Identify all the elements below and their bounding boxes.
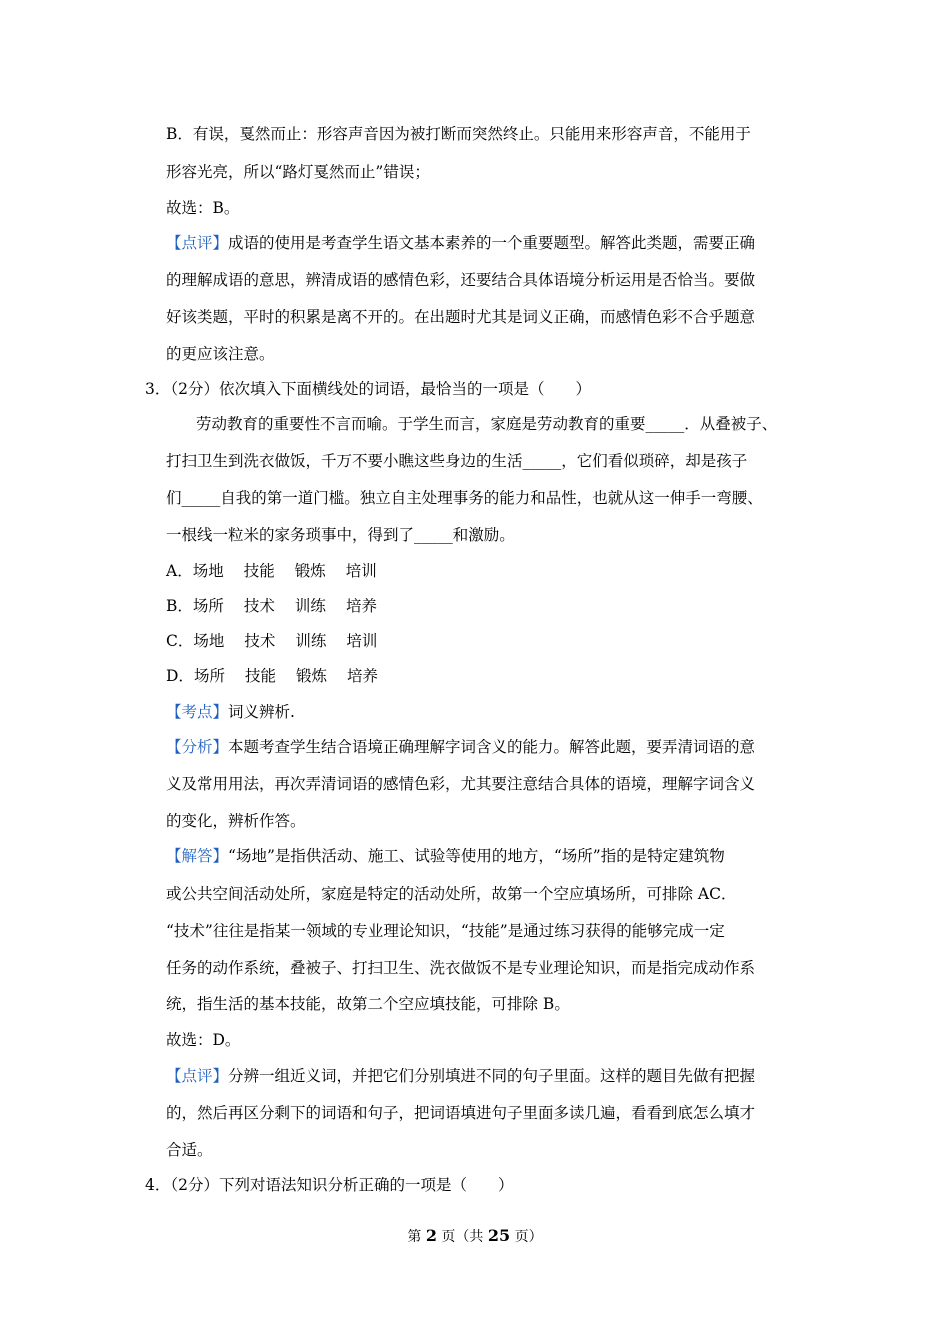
analysis-text: 本题考查学生结合语境正确理解字词含义的能力。解答此题，要弄清词语的意 — [228, 738, 756, 756]
q3-analysis-line-1 — [166, 737, 755, 757]
option-word: 培训 — [345, 562, 377, 580]
option-label: B． — [166, 597, 193, 615]
q3-point — [166, 702, 295, 722]
point-tag: 【考点】 — [166, 703, 229, 721]
q3-passage-line-1: 劳动教育的重要性不言而喻。于学生而言，家庭是劳动教育的重要_____．从叠被子、 — [196, 415, 778, 433]
q3-passage-line-2: 打扫卫生到洗衣做饭，千万不要小瞧这些身边的生活_____，它们看似琐碎，却是孩子 — [166, 452, 748, 470]
q3-option-b — [166, 596, 377, 616]
q3-stem: 3．（2分）依次填入下面横线处的词语，最恰当的一项是（ ） — [145, 380, 591, 398]
q2-choice: 故选：B。 — [166, 199, 240, 217]
comment-tag: 【点评】 — [166, 234, 229, 252]
option-word: 技能 — [244, 667, 276, 685]
answer-text: “场地”是指供活动、施工、试验等使用的地方，“场所”指的是特定建筑物 — [228, 847, 725, 865]
option-word: 技术 — [244, 632, 276, 650]
option-label: A． — [166, 562, 193, 580]
footer-mid: 页（共 — [436, 1229, 488, 1245]
option-word: 场所 — [192, 597, 224, 615]
q3-option-a — [166, 561, 377, 581]
option-word: 场地 — [192, 562, 224, 580]
q3-choice: 故选：D。 — [166, 1031, 241, 1049]
option-word: 技能 — [243, 562, 275, 580]
q3-answer-line-4: 任务的动作系统，叠被子、打扫卫生、洗衣做饭不是专业理论知识，而是指完成动作系 — [166, 959, 756, 977]
option-label: D． — [166, 667, 194, 685]
comment-tag: 【点评】 — [166, 1067, 229, 1085]
answer-tag: 【解答】 — [166, 847, 229, 865]
analysis-tag: 【分析】 — [166, 738, 229, 756]
page-total: 25 — [487, 1226, 511, 1245]
q3-answer-line-2: 或公共空间活动处所，家庭是特定的活动处所，故第一个空应填场所，可排除 AC． — [166, 885, 737, 903]
q2-comment-line-1 — [166, 233, 755, 253]
comment-text: 分辨一组近义词，并把它们分别填进不同的句子里面。这样的题目先做有把握 — [228, 1067, 756, 1085]
point-text: 词义辨析. — [228, 703, 295, 721]
footer-prefix: 第 — [407, 1229, 426, 1245]
q2-comment-line-4: 的更应该注意。 — [166, 345, 275, 363]
comment-text: 成语的使用是考查学生语文基本素养的一个重要题型。解答此类题，需要正确 — [228, 234, 756, 252]
option-word: 场地 — [193, 632, 225, 650]
option-word: 训练 — [295, 632, 327, 650]
q3-passage-line-3: 们_____自我的第一道门槛。独立自主处理事务的能力和品性，也就从这一伸手一弯腰、 — [166, 489, 763, 507]
option-word: 训练 — [294, 597, 326, 615]
option-word: 锻炼 — [295, 667, 327, 685]
q3-answer-line-1 — [166, 846, 725, 866]
q3-comment-line-1 — [166, 1066, 755, 1086]
q3-analysis-line-3: 的变化，辨析作答。 — [166, 812, 306, 830]
page-number: 2 — [425, 1226, 437, 1245]
option-word: 培养 — [345, 597, 377, 615]
option-word: 培训 — [346, 632, 378, 650]
q2-comment-line-2: 的理解成语的意思，辨清成语的感情色彩，还要结合具体语境分析运用是否恰当。要做 — [166, 271, 756, 289]
q3-comment-line-3: 合适。 — [166, 1141, 213, 1159]
option-label: C． — [166, 632, 194, 650]
q3-answer-line-3: “技术”往往是指某一领域的专业理论知识，“技能”是通过练习获得的能够完成一定 — [166, 922, 725, 940]
option-word: 锻炼 — [294, 562, 326, 580]
q2-option-b-line-2: 形容光亮，所以“路灯戛然而止”错误； — [166, 163, 430, 181]
option-word: 培养 — [346, 667, 378, 685]
q3-option-c — [166, 631, 377, 651]
q3-option-d — [166, 666, 378, 686]
q3-analysis-line-2: 义及常用用法，再次弄清词语的感情色彩，尤其要注意结合具体的语境，理解字词含义 — [166, 775, 756, 793]
page-footer — [0, 1226, 950, 1246]
q3-passage-line-4: 一根线一粒米的家务琐事中，得到了_____和激励。 — [166, 526, 515, 544]
q2-comment-line-3: 好该类题，平时的积累是离不开的。在出题时尤其是词义正确，而感情色彩不合乎题意 — [166, 308, 756, 326]
option-word: 场所 — [193, 667, 225, 685]
q4-stem: 4．（2分）下列对语法知识分析正确的一项是（ ） — [145, 1176, 514, 1194]
q2-option-b-line-1: B．有误，戛然而止：形容声音因为被打断而突然终止。只能用来形容声音，不能用于 — [166, 125, 751, 143]
q3-answer-line-5: 统，指生活的基本技能，故第二个空应填技能，可排除 B。 — [166, 995, 570, 1013]
q3-comment-line-2: 的，然后再区分剩下的词语和句子，把词语填进句子里面多读几遍，看看到底怎么填才 — [166, 1104, 756, 1122]
footer-suffix: 页） — [510, 1229, 543, 1245]
option-word: 技术 — [243, 597, 275, 615]
